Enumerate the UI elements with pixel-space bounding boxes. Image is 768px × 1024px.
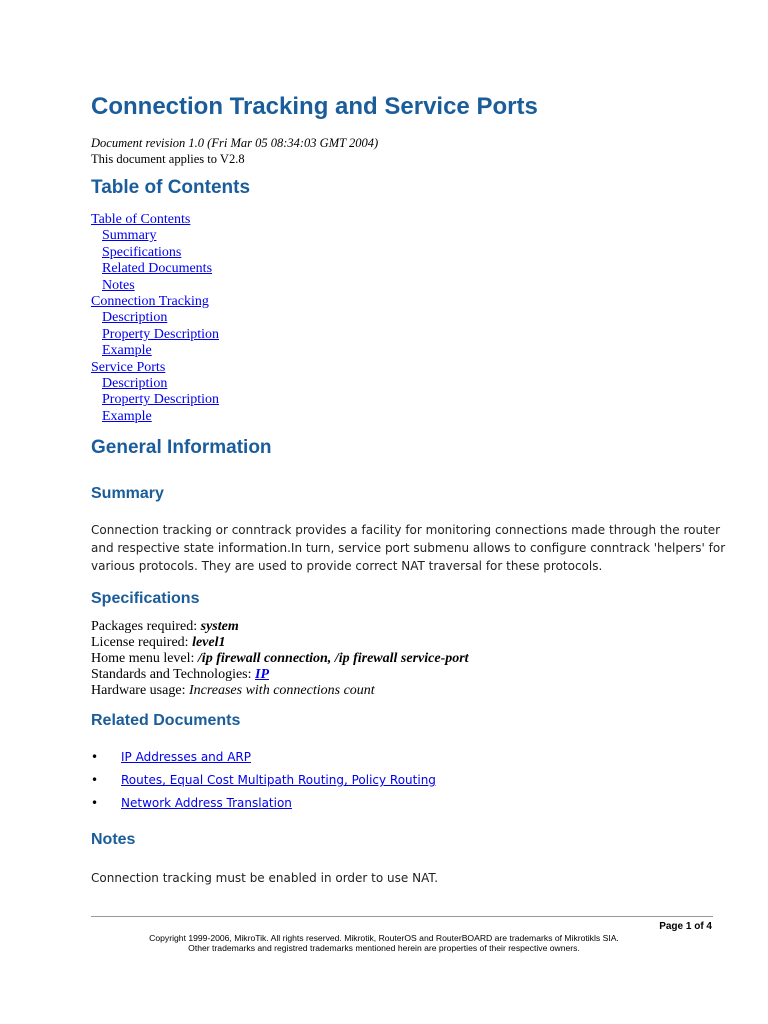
bullet-icon: • [91,750,99,764]
summary-paragraph: Connection tracking or conntrack provides a facility for monitoring connections made through the router and respective state information.In turn, service port submenu allows to configure conntrack 'helpers' for various protocols. They are used to provide correct NAT traversal for these protocols. [91,523,726,573]
toc-heading: Table of Contents [91,177,251,198]
toc-item [91,376,219,392]
spec-standards [91,667,469,683]
toc-link-ct-description[interactable]: Description [102,310,168,326]
specifications-heading: Specifications [91,590,200,607]
related-documents-heading: Related Documents [91,712,241,729]
copyright-notice [0,933,768,953]
bullet-icon: • [91,773,99,787]
document-revision: Document revision 1.0 (Fri Mar 05 08:34:03 GMT 2004) [91,136,379,150]
toc-link-sp-property-description[interactable]: Property Description [102,392,220,408]
notes-heading: Notes [91,831,136,848]
spec-value: Increases with connections count [188,683,375,698]
list-item [91,792,436,815]
toc-item [91,392,219,408]
toc-item [91,327,219,343]
related-documents-list [91,746,436,815]
list-item [91,746,436,769]
spec-label: Hardware usage: [91,683,189,698]
general-information-heading: General Information [91,437,272,458]
page-number: Page 1 of 4 [659,921,712,932]
toc-item [91,261,219,277]
toc-item [91,310,219,326]
toc-link-notes[interactable]: Notes [102,277,135,293]
toc-item [91,228,219,244]
toc-link-sp-description[interactable]: Description [102,375,168,391]
toc-item [91,278,219,294]
copyright-line: Other trademarks and registred trademarks mentioned herein are properties of their respective owners. [188,943,580,953]
specifications-list [91,619,469,699]
spec-label: License required: [91,635,193,650]
toc-item [91,409,219,425]
list-item [91,769,436,792]
spec-label: Home menu level: [91,651,198,666]
footer-divider [91,916,713,917]
toc-link-summary[interactable]: Summary [102,228,157,244]
toc-link-specifications[interactable]: Specifications [102,244,182,260]
notes-paragraph: Connection tracking must be enabled in order to use NAT. [91,871,439,885]
toc-link-table-of-contents[interactable]: Table of Contents [91,212,191,227]
bullet-icon: • [91,796,99,810]
related-link-ip-addresses[interactable]: IP Addresses and ARP [121,750,252,764]
toc-link-ct-property-description[interactable]: Property Description [102,326,220,342]
toc-item [91,294,219,310]
related-link-routes[interactable]: Routes, Equal Cost Multipath Routing, Policy Routing [121,773,436,787]
copyright-line: Copyright 1999-2006, MikroTik. All rights reserved. Mikrotik, RouterOS and RouterBOARD are trademarks of Mikrotikls SIA. [149,933,619,943]
spec-label: Standards and Technologies: [91,667,256,682]
spec-menu-level [91,651,469,667]
toc-item [91,343,219,359]
spec-value: level1 [192,635,226,650]
summary-heading: Summary [91,485,164,502]
spec-packages [91,619,469,635]
toc-link-connection-tracking[interactable]: Connection Tracking [91,293,209,309]
spec-hardware [91,683,469,699]
page-title: Connection Tracking and Service Ports [91,93,538,120]
ip-link[interactable]: IP [255,667,270,682]
toc-link-service-ports[interactable]: Service Ports [91,359,166,375]
spec-value: system [200,619,239,634]
toc-item [91,360,219,376]
spec-label: Packages required: [91,619,201,634]
toc-link-sp-example[interactable]: Example [102,408,152,424]
spec-license [91,635,469,651]
applies-to: This document applies to V2.8 [91,152,245,166]
toc-link-ct-example[interactable]: Example [102,343,152,359]
related-link-nat[interactable]: Network Address Translation [121,796,292,810]
spec-value: /ip firewall connection, /ip firewall service-port [197,651,469,666]
toc-item [91,212,219,228]
toc-item [91,245,219,261]
toc-link-related-documents[interactable]: Related Documents [102,261,213,277]
table-of-contents [91,212,219,425]
